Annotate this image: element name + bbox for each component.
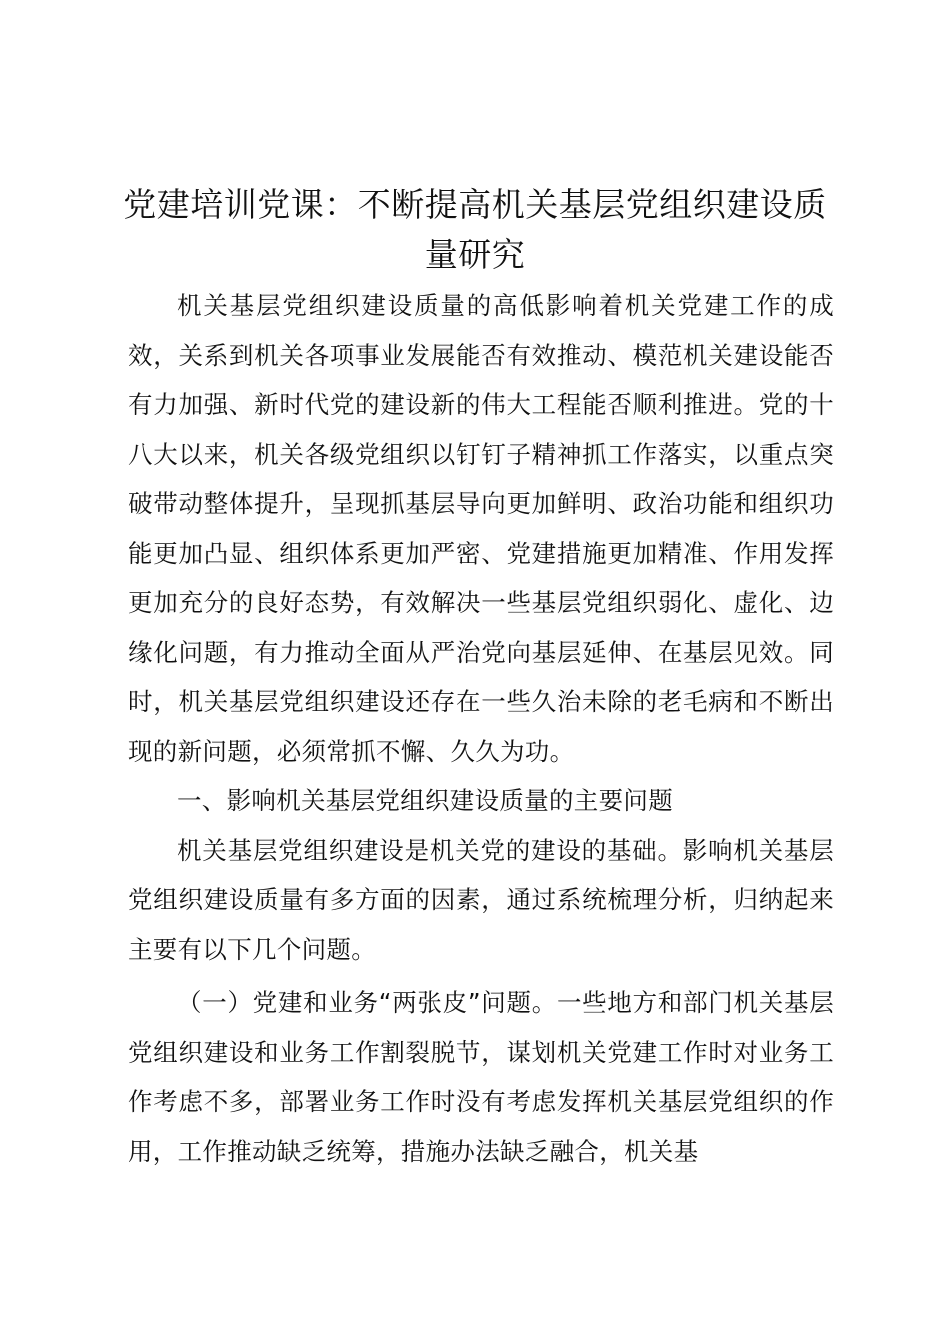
document-title: 党建培训党课：不断提高机关基层党组织建设质量研究	[123, 185, 827, 274]
document-body	[128, 281, 834, 1176]
section-heading-1: 一、影响机关基层党组织建设质量的主要问题	[177, 786, 673, 815]
paragraph-intro: 机关基层党组织建设质量的高低影响着机关党建工作的成效，关系到机关各项事业发展能否有效推动、模范机关建设能否有力加强、新时代党的建设新的伟大工程能否顺利推进。党的十八大以来，机关各级党组织以钉钉子精神抓工作落实，以重点突破带动整体提升，呈现抓基层导向更加鲜明、政治功能和组织功能更加凸显、组织体系更加严密、党建措施更加精准、作用发挥更加充分的良好态势，有效解决一些基层党组织弱化、虚化、边缘化问题，有力推动全面从严治党向基层延伸、在基层见效。同时，机关基层党组织建设还存在一些久治未除的老毛病和不断出现的新问题，必须常抓不懈、久久为功。	[128, 291, 834, 766]
paragraph-subsection-1: （一）党建和业务“两张皮”问题。一些地方和部门机关基层党组织建设和业务工作割裂脱节，谋划机关党建工作时对业务工作考虑不多，部署业务工作时没有考虑发挥机关基层党组织的作用，工作推动缺乏统筹，措施办法缺乏融合，机关基	[128, 988, 834, 1166]
paragraph-section-1-intro: 机关基层党组织建设是机关党的建设的基础。影响机关基层党组织建设质量有多方面的因素，通过系统梳理分析，归纳起来主要有以下几个问题。	[128, 835, 834, 964]
